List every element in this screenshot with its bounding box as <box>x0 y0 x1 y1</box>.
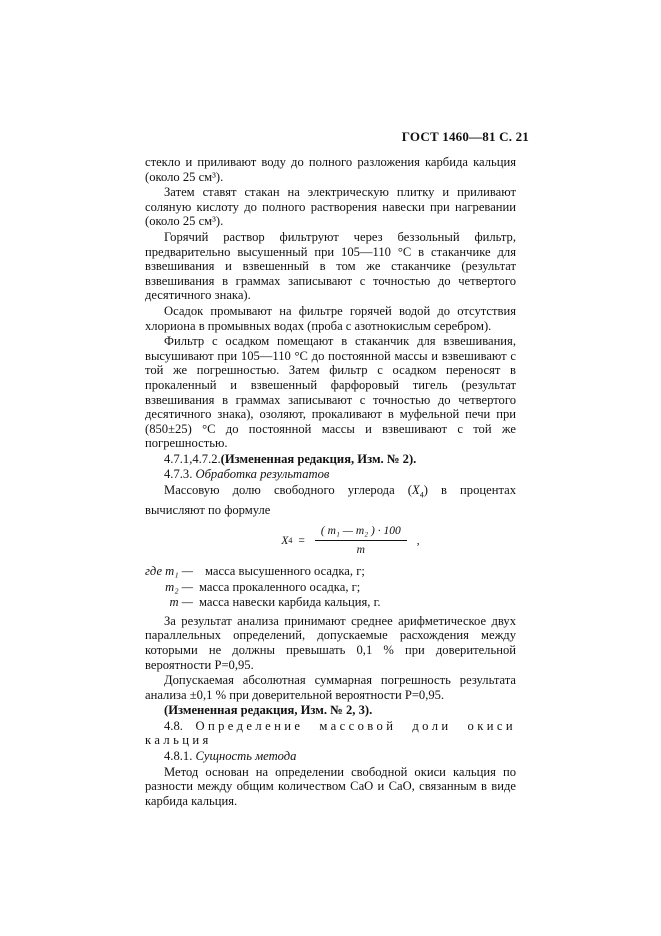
paragraph <box>145 483 516 518</box>
definition-text: масса навески карбида кальция, г. <box>199 595 381 610</box>
definition-row <box>145 595 516 610</box>
amendment-note: (Измененная редакция, Изм. № 2). <box>220 451 417 466</box>
paragraph: стекло и приливают воду до полного разложения карбида кальция (около 25 см³). <box>145 155 516 184</box>
formula <box>185 524 516 558</box>
definition-text: масса высушенного осадка, г; <box>205 563 365 578</box>
paragraph: Горячий раствор фильтруют через беззольный фильтр, предварительно высушенный при 105—110 °С в стаканчике для взвешивания и взвешенный в том же стаканчике (результат взвешивания в граммах записывают с точностью до четвертого десятичного знака). <box>145 229 516 303</box>
definition-text: масса прокаленного осадка, г; <box>199 579 361 594</box>
section-title: Сущность метода <box>195 749 297 764</box>
section-heading <box>145 719 516 748</box>
section-heading <box>145 749 516 764</box>
amendment-note: (Измененная редакция, Изм. № 2, 3). <box>164 703 373 718</box>
clause-number: 4.8.1. <box>164 749 193 764</box>
section-title: Определение массовой доли окиси кальция <box>145 718 516 748</box>
clause-number: 4.7.3. <box>164 467 193 482</box>
definition-symbol: m₂ — <box>165 579 193 594</box>
clause-number: 4.8. <box>164 718 183 733</box>
subscript: 4 <box>419 490 424 500</box>
section-heading <box>145 467 516 482</box>
formula-numerator: ( m₁ — m₂ ) · 100 <box>315 524 407 542</box>
text-span: Массовую долю свободного углерода ( <box>164 483 412 498</box>
section-title: Обработка результатов <box>195 467 330 482</box>
definition-row <box>145 580 516 595</box>
paragraph: Затем ставят стакан на электрическую плитку и приливают соляную кислоту до полного растворения навески при нагревании (около 25 см³). <box>145 185 516 229</box>
formula-equals: = <box>298 534 305 547</box>
paragraph: За результат анализа принимают среднее арифметическое двух параллельных определений, допускаемые расхождения между которыми не должны превышать 0,1 % при доверительной вероятности P=0,95. <box>145 613 516 672</box>
definition-symbol: m — <box>169 595 193 610</box>
formula-denominator: m <box>356 544 365 557</box>
document-body <box>145 155 516 809</box>
paragraph-amendment <box>145 452 516 467</box>
formula-lhs-sub: 4 <box>288 535 293 545</box>
paragraph: Фильтр с осадком помещают в стаканчик для взвешивания, высушивают при 105—110 °С до постоянной массы и взвешивают с той же погрешностью. Затем фильтр с осадком переносят в прокаленный и взвешенный фарфоровый тигель (результат взвешивания в граммах записывают с точностью до четвертого десятичного знака), озоляют, прокаливают в муфельной печи при (850±25) °С до постоянной массы и взвешивают с той же погрешностью. <box>145 334 516 451</box>
variable: X <box>411 483 420 498</box>
formula-fraction <box>315 524 407 558</box>
formula-lhs: X <box>281 534 289 547</box>
formula-trail: , <box>416 534 420 547</box>
text-span: ) в процентах вычисляют по формуле <box>145 483 517 518</box>
page-header: ГОСТ 1460—81 С. 21 <box>401 129 529 144</box>
paragraph: Метод основан на определении свободной окиси кальция по разности между общим количеством CaO и CaO, связанным в виде карбида кальция. <box>145 764 516 808</box>
paragraph: Допускаемая абсолютная суммарная погрешность результата анализа ±0,1 % при доверительной вероятности P=0,95. <box>145 673 516 702</box>
paragraph: Осадок промывают на фильтре горячей водой до отсутствия хлориона в промывных водах (проба с азотнокислым серебром). <box>145 303 516 333</box>
definition-row <box>145 564 516 579</box>
definition-symbol: где m₁ — <box>145 563 193 578</box>
clause-number: 4.7.1,4.7.2. <box>164 451 221 466</box>
